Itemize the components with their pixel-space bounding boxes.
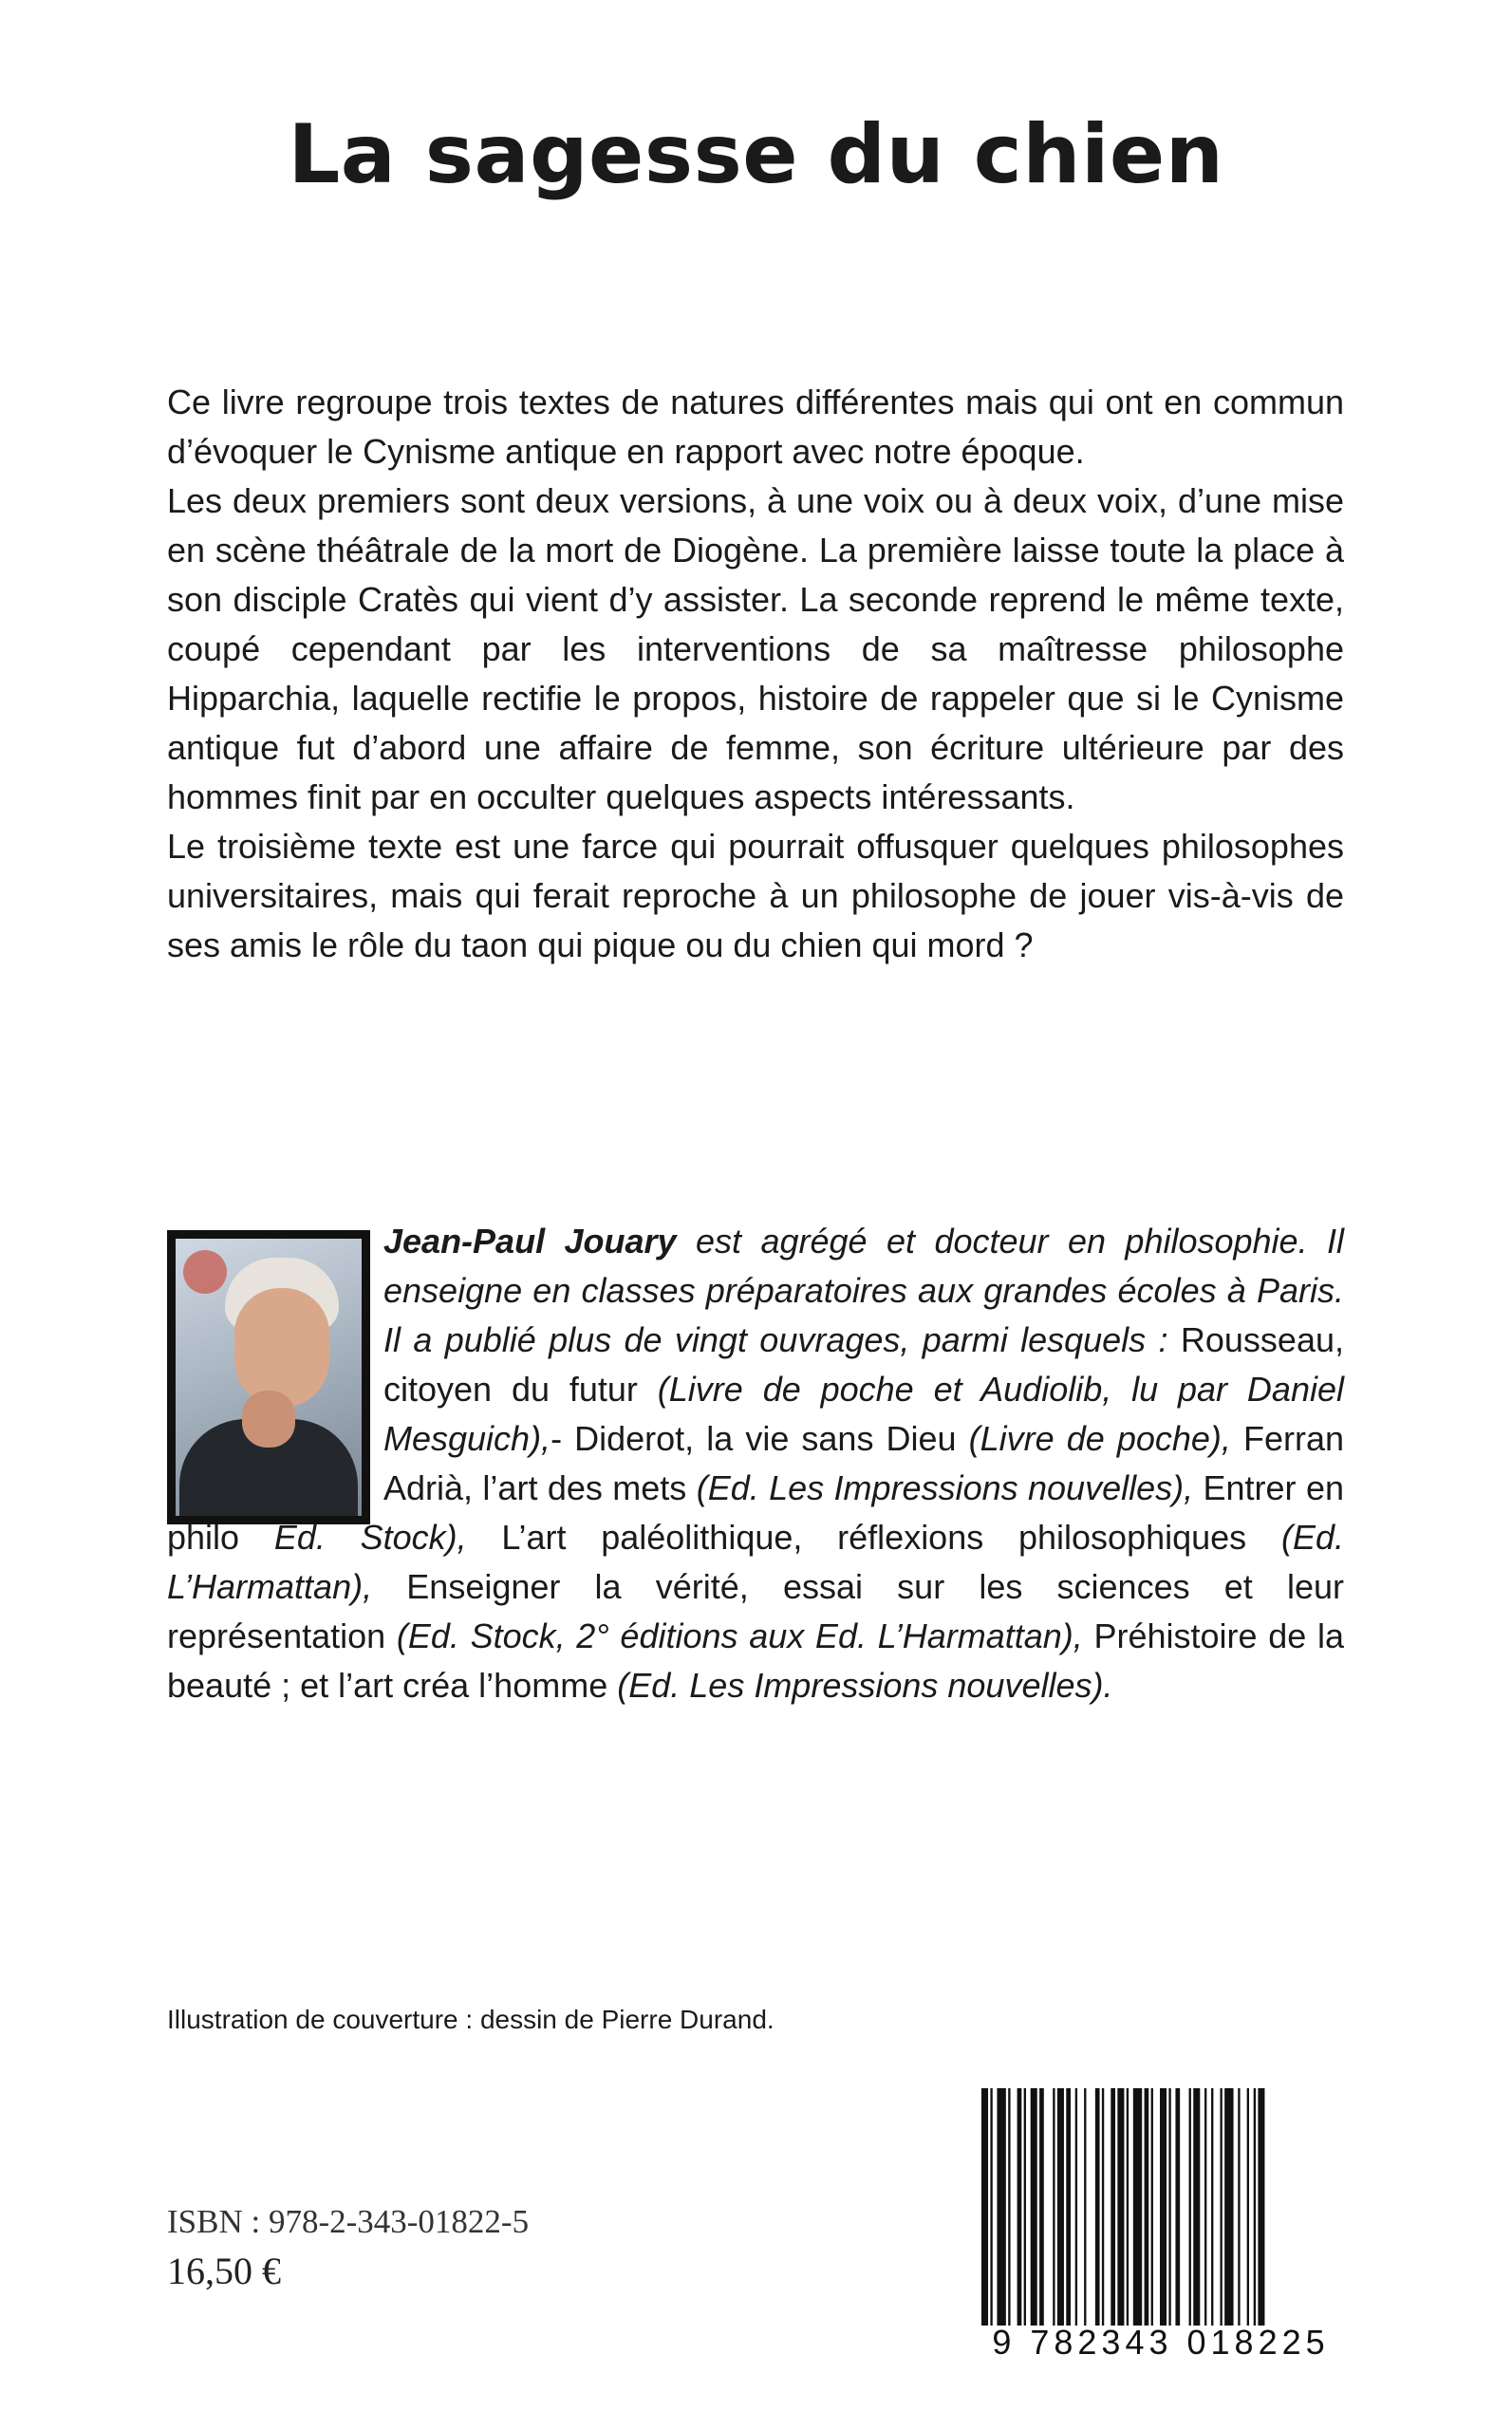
barcode-bar bbox=[1204, 2088, 1206, 2326]
author-name: Jean-Paul Jouary bbox=[383, 1222, 677, 1261]
barcode-bar bbox=[1127, 2088, 1129, 2326]
blurb-paragraph: Le troisième texte est une farce qui pourrait offusquer quelques philosophes universitaires, mais qui ferait reproche à un philosophe de jouer vis-à-vis de ses amis le rôle du taon qui pique ou du chien qui mord ? bbox=[167, 827, 1344, 964]
blurb-paragraph: Ce livre regroupe trois textes de natures différentes mais qui ont en commun d’évoquer le Cynisme antique en rapport avec notre époque. bbox=[167, 383, 1344, 471]
bio-work: Rousseau, citoyen du futur bbox=[383, 1320, 1344, 1409]
barcode-bar bbox=[1160, 2088, 1167, 2326]
bio-publisher: (Livre de poche et Audiolib, lu par Daniel Mesguich), bbox=[383, 1370, 1344, 1458]
price: 16,50 € bbox=[167, 2250, 281, 2292]
bio-publisher: (Livre de poche), bbox=[968, 1419, 1231, 1458]
author-bio bbox=[167, 1217, 1344, 1710]
barcode bbox=[978, 2088, 1346, 2333]
bio-work: Préhistoire de la beauté ; et l’art créa l’homme bbox=[167, 1616, 1344, 1705]
bio-publisher: (Ed. Les Impressions nouvelles). bbox=[617, 1666, 1113, 1705]
bio-work: Entrer en philo bbox=[167, 1468, 1344, 1557]
barcode-bar bbox=[1247, 2088, 1249, 2326]
barcode-bars bbox=[978, 2088, 1346, 2326]
bio-work: Enseigner la vérité, essai sur les sciences et leur représentation bbox=[167, 1567, 1345, 1655]
barcode-bar bbox=[1224, 2088, 1233, 2326]
barcode-bar bbox=[1111, 2088, 1115, 2326]
barcode-bar bbox=[1024, 2088, 1026, 2326]
bio-publisher: (Ed. Stock, 2° éditions aux Ed. L’Harmattan), bbox=[396, 1616, 1083, 1655]
barcode-bar bbox=[1193, 2088, 1200, 2326]
barcode-bar bbox=[1151, 2088, 1153, 2326]
barcode-bar bbox=[1145, 2088, 1149, 2326]
barcode-bar bbox=[1102, 2088, 1104, 2326]
barcode-bar bbox=[1117, 2088, 1124, 2326]
bio-publisher: (Ed. Les Impressions nouvelles), bbox=[696, 1468, 1194, 1507]
bio-intro: est agrégé et docteur en philosophie. Il enseigne en classes préparatoires aux grandes écoles à Paris. Il a publié plus de vingt ouvrages, parmi lesquels : bbox=[383, 1222, 1344, 1359]
barcode-bar bbox=[1039, 2088, 1044, 2326]
barcode-bar bbox=[1057, 2088, 1064, 2326]
barcode-bar bbox=[990, 2088, 992, 2326]
bio-publisher: Ed. Stock), bbox=[273, 1518, 467, 1557]
barcode-bar bbox=[1175, 2088, 1180, 2326]
barcode-bar bbox=[1008, 2088, 1010, 2326]
barcode-bar bbox=[1189, 2088, 1191, 2326]
bio-work: L’art paléolithique, réflexions philosophiques bbox=[501, 1518, 1247, 1557]
barcode-bar bbox=[1211, 2088, 1213, 2326]
barcode-bar bbox=[1017, 2088, 1022, 2326]
back-cover-blurb bbox=[167, 378, 1344, 970]
barcode-bar bbox=[1095, 2088, 1100, 2326]
barcode-digits: 9 782343 018225 bbox=[992, 2323, 1330, 2362]
barcode-bar bbox=[1168, 2088, 1170, 2326]
barcode-bar bbox=[1258, 2088, 1264, 2326]
barcode-bar bbox=[1084, 2088, 1086, 2326]
barcode-bar bbox=[1075, 2088, 1077, 2326]
barcode-bar bbox=[1238, 2088, 1240, 2326]
barcode-bar bbox=[1220, 2088, 1222, 2326]
blurb-paragraph: Les deux premiers sont deux versions, à une voix ou à deux voix, d’une mise en scène théâtrale de la mort de Diogène. La première laisse toute la place à son disciple Cratès qui vient d’y assister. La seconde reprend le même texte, coupé cependant par les interventions de sa maîtresse philosophe Hipparchia, laquelle rectifie le propos, histoire de rappeler que si le Cynisme antique fut d’abord une affaire de femme, son écriture ultérieure par des hommes finit par en occulter quelques aspects intéressants. bbox=[167, 481, 1344, 816]
barcode-bar bbox=[1133, 2088, 1142, 2326]
bio-publisher: (Ed. L’Harmattan), bbox=[167, 1518, 1344, 1606]
bio-work: - Diderot, la vie sans Dieu bbox=[551, 1419, 957, 1458]
book-title: La sagesse du chien bbox=[288, 107, 1224, 202]
bio-work: Ferran Adrià, l’art des mets bbox=[383, 1419, 1344, 1507]
barcode-bar bbox=[981, 2088, 988, 2326]
barcode-bar bbox=[997, 2088, 1005, 2326]
barcode-bar bbox=[1254, 2088, 1256, 2326]
barcode-bar bbox=[1031, 2088, 1037, 2326]
isbn: ISBN : 978-2-343-01822-5 bbox=[167, 2203, 530, 2240]
barcode-bar bbox=[1066, 2088, 1071, 2326]
barcode-bar bbox=[1053, 2088, 1055, 2326]
cover-illustration-credit: Illustration de couverture : dessin de Pierre Durand. bbox=[167, 2005, 775, 2034]
